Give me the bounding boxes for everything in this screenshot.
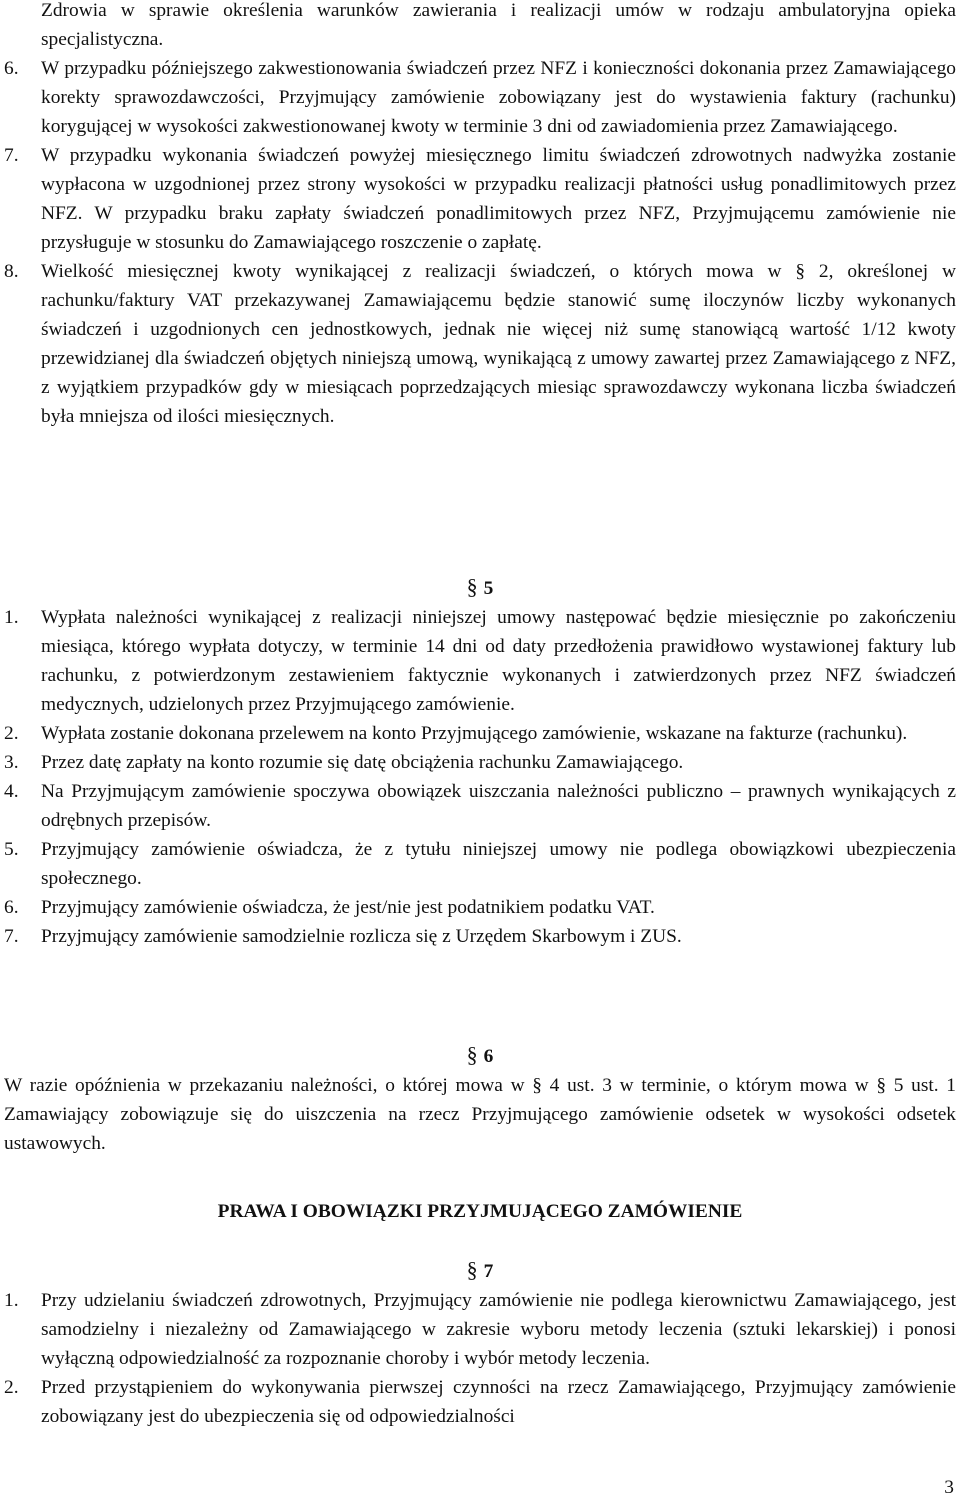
section-6: [0, 1040, 960, 1158]
item-text: Przed przystąpieniem do wykonywania pierwszej czynności na rzecz Zamawiającego, Przyjmujący zamówienie zobowiązany jest do ubezpieczenia się od odpowiedzialności: [41, 1377, 956, 1427]
item-text: W przypadku wykonania świadczeń powyżej miesięcznego limitu świadczeń zdrowotnych nadwyżka zostanie wypłacona w uzgodnionej przez strony wysokości w przypadku realizacji płatności usług ponadlimitowych przez NFZ. W przypadku braku zapłaty świadczeń ponadlimitowych przez NFZ, Przyjmującemu zamówienie nie przysługuje w stosunku do Zamawiającego roszczenie o zapłatę.: [41, 145, 956, 253]
item-number: 2.: [4, 723, 19, 744]
item-text: Przyjmujący zamówienie oświadcza, że jest/nie jest podatnikiem podatku VAT.: [41, 897, 655, 918]
item-text: Przyjmujący zamówienie oświadcza, że z tytułu niniejszej umowy nie podlega obowiązkowi ubezpieczenia społecznego.: [41, 839, 956, 889]
item-number: 8.: [4, 261, 19, 282]
item-number: 2.: [4, 1377, 19, 1398]
paragraph-symbol: §: [466, 1042, 478, 1067]
list-item: [0, 141, 960, 257]
item-number: 7.: [4, 926, 19, 947]
list-item: [0, 777, 960, 835]
list-item: [0, 1286, 960, 1373]
item-text: Przy udzielaniu świadczeń zdrowotnych, Przyjmujący zamówienie nie podlega kierownictwu Zamawiającego, jest samodzielny i niezależny od Zamawiającego w zakresie wyboru metody leczenia (sztuki lekarskiej) i ponosi wyłączną odpowiedzialność za rozpoznanie choroby i wybór metody leczenia.: [41, 1290, 956, 1369]
list-item: [0, 748, 960, 777]
section-heading: [0, 1255, 960, 1286]
item-text: Na Przyjmującym zamówienie spoczywa obowiązek uiszczania należności publiczno – prawnych wynikających z odrębnych przepisów.: [41, 781, 956, 831]
item-text: Wypłata należności wynikającej z realizacji niniejszej umowy następować będzie miesięcznie po zakończeniu miesiąca, którego wypłata dotyczy, w terminie 14 dni od daty przedłożenia prawidłowo wystawionej faktury lub rachunku, z potwierdzonym zestawieniem faktycznie wykonanych i zatwierdzonych przez NFZ świadczeń medycznych, udzielonych przez Przyjmującego zamówienie.: [41, 607, 956, 715]
item-number: 7.: [4, 145, 19, 166]
paragraph-symbol: §: [466, 574, 478, 599]
list-item: [0, 893, 960, 922]
item-number: 3.: [4, 752, 19, 773]
section-5: [0, 572, 960, 951]
item-number: 1.: [4, 1290, 19, 1311]
section-7: [0, 1255, 960, 1431]
item-text: Przez datę zapłaty na konto rozumie się datę obciążenia rachunku Zamawiającego.: [41, 752, 684, 773]
item-text: W przypadku późniejszego zakwestionowania świadczeń przez NFZ i konieczności dokonania przez Zamawiającego korekty sprawozdawczości, Przyjmujący zamówienie zobowiązany jest do wystawienia faktury (rachunku) korygującej w wysokości zakwestionowanej kwoty w terminie 3 dni od zawiadomienia przez Zamawiającego.: [41, 58, 956, 137]
item-number: 6.: [4, 897, 19, 918]
list-item: [0, 922, 960, 951]
section-heading: [0, 1040, 960, 1071]
top-block: [0, 0, 960, 431]
list-item: [0, 1373, 960, 1431]
list-item: [0, 719, 960, 748]
section-paragraph: W razie opóźnienia w przekazaniu należności, o której mowa w § 4 ust. 3 w terminie, o którym mowa w § 5 ust. 1 Zamawiający zobowiązuje się do uiszczenia na rzecz Przyjmującego zamówienie odsetek w wysokości odsetek ustawowych.: [4, 1075, 956, 1154]
section-number: 6: [483, 1046, 494, 1067]
item-number: 4.: [4, 781, 19, 802]
item-number: 6.: [4, 58, 19, 79]
list-item: [0, 603, 960, 719]
item-text: Wielkość miesięcznej kwoty wynikającej z realizacji świadczeń, o których mowa w § 2, określonej w rachunku/faktury VAT przekazywanej Zamawiającemu będzie stanowić sumę iloczynów liczby wykonanych świadczeń i uzgodnionych cen jednostkowych, jednak nie więcej niż sumę stanowiącą wartość 1/12 kwoty przewidzianej dla świadczeń objętych niniejszą umową, wynikającą z umowy zawartej przez Zamawiającego z NFZ, z wyjątkiem przypadków gdy w miesiącach poprzedzających miesiąc sprawozdawczy wykonana liczba świadczeń była mniejsza od ilości miesięcznych.: [41, 261, 956, 427]
section-number: 5: [483, 578, 494, 599]
item-text: Przyjmujący zamówienie samodzielnie rozlicza się z Urzędem Skarbowym i ZUS.: [41, 926, 682, 947]
continuation-paragraph: Zdrowia w sprawie określenia warunków zawierania i realizacji umów w rodzaju ambulatoryjna opieka specjalistyczna.: [41, 0, 956, 50]
list-item: [0, 835, 960, 893]
item-number: 5.: [4, 839, 19, 860]
section-number: 7: [483, 1261, 494, 1282]
paragraph-symbol: §: [466, 1257, 478, 1282]
page-number: 3: [944, 1477, 954, 1498]
item-number: 1.: [4, 607, 19, 628]
section-heading: [0, 572, 960, 603]
list-item: [0, 54, 960, 141]
list-item: [0, 257, 960, 431]
item-text: Wypłata zostanie dokonana przelewem na konto Przyjmującego zamówienie, wskazane na fakturze (rachunku).: [41, 723, 908, 744]
chapter-title: PRAWA I OBOWIĄZKI PRZYJMUJĄCEGO ZAMÓWIENIE: [217, 1201, 743, 1222]
